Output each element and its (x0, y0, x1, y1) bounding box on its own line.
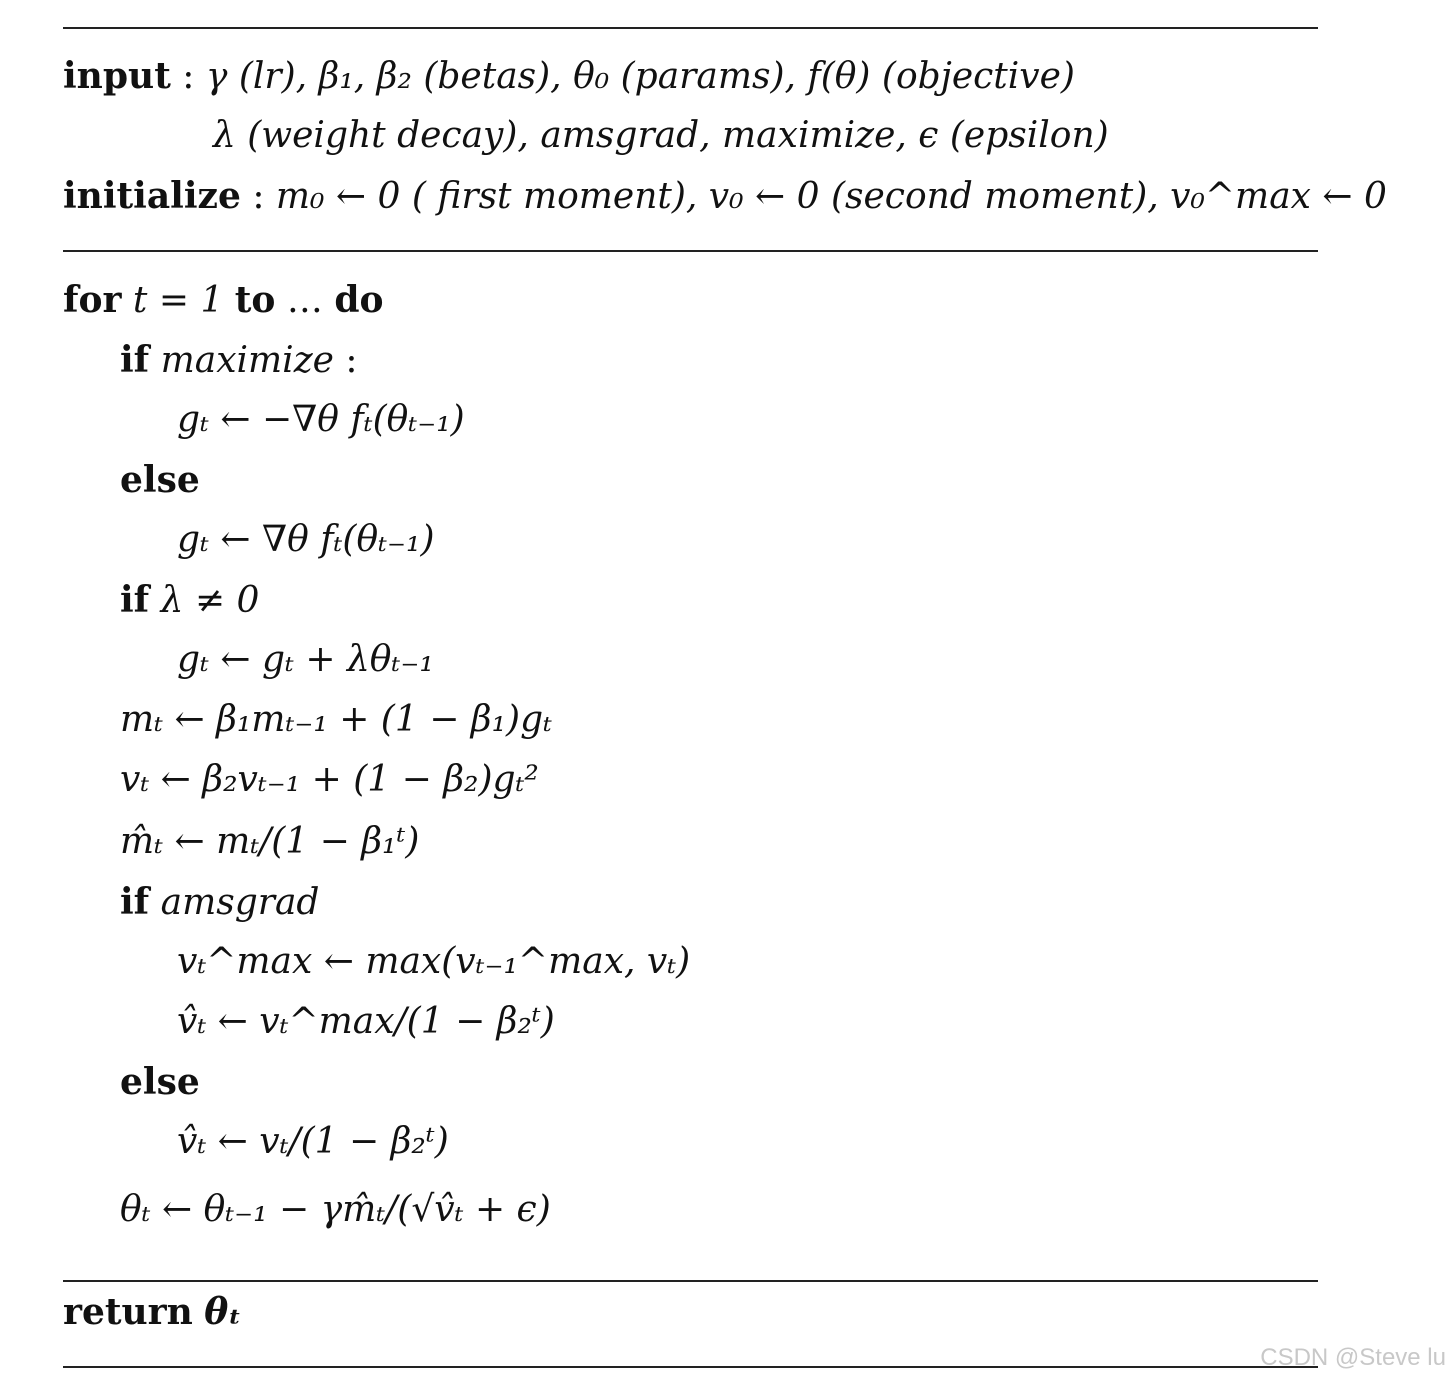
ellipsis: … (286, 280, 323, 321)
else-line-2 (120, 1061, 200, 1103)
initialize-label: initialize (63, 175, 241, 217)
bottom-rule (63, 1366, 1318, 1368)
weight-decay-line (177, 639, 434, 680)
maximize-cond: maximize (160, 340, 334, 381)
vhat-amsgrad-expr: v̂ₜ ← vₜ^max/(1 − β₂ᵗ) (177, 1001, 555, 1042)
vhat-plain-expr: v̂ₜ ← vₜ/(1 − β₂ᵗ) (177, 1121, 449, 1162)
vhat-plain-line (177, 1121, 449, 1162)
for-line (63, 279, 384, 321)
grad-pos-expr: gₜ ← ∇θ fₜ(θₜ₋₁) (177, 519, 435, 560)
return-keyword: return (63, 1291, 193, 1333)
for-expr: t = 1 (132, 280, 224, 321)
if-amsgrad-line (120, 881, 320, 923)
header-rule (63, 250, 1318, 252)
return-line (63, 1291, 242, 1333)
input-line-2 (213, 115, 1109, 156)
m-hat-expr: m̂ₜ ← mₜ/(1 − β₁ᵗ) (120, 821, 420, 862)
theta-update-expr: θₜ ← θₜ₋₁ − γm̂ₜ/(√v̂ₜ + ϵ) (120, 1189, 551, 1230)
if-maximize-line (120, 339, 358, 381)
second-moment-expr: vₜ ← β₂vₜ₋₁ + (1 − β₂)gₜ² (120, 759, 539, 800)
m-hat-line (120, 821, 420, 862)
first-moment-expr: mₜ ← β₁mₜ₋₁ + (1 − β₁)gₜ (120, 699, 553, 740)
amsgrad-cond: amsgrad (160, 882, 320, 923)
if-keyword: if (120, 579, 150, 621)
if-lambda-line (120, 579, 260, 621)
initialize-expr: m₀ ← 0 ( first moment), v₀ ← 0 (second moment), v₀^max ← 0 (275, 176, 1387, 217)
do-keyword: do (334, 279, 384, 321)
input-line-1: input : γ (lr), β₁, β₂ (betas), θ₀ (params), f(θ) (objective) (63, 55, 1075, 97)
input-label: input (63, 55, 171, 97)
input-params-2: λ (weight decay), amsgrad, maximize, ϵ (epsilon) (213, 115, 1109, 156)
return-expr: θₜ (204, 1291, 242, 1333)
for-keyword: for (63, 279, 122, 321)
else-keyword: else (120, 1061, 200, 1103)
grad-pos-line (177, 519, 435, 560)
body-rule (63, 1280, 1318, 1282)
initialize-line: initialize : m₀ ← 0 ( first moment), v₀ ← 0 (second moment), v₀^max ← 0 (63, 175, 1387, 217)
lambda-cond: λ ≠ 0 (160, 580, 260, 621)
vmax-line (177, 941, 691, 982)
else-line-1 (120, 459, 200, 501)
grad-neg-expr: gₜ ← −∇θ fₜ(θₜ₋₁) (177, 399, 465, 440)
if-keyword: if (120, 339, 150, 381)
colon: : (345, 340, 358, 381)
theta-update-line (120, 1189, 551, 1230)
top-rule (63, 27, 1318, 29)
else-keyword: else (120, 459, 200, 501)
first-moment-line (120, 699, 553, 740)
vhat-amsgrad-line (177, 1001, 555, 1042)
to-keyword: to (234, 279, 276, 321)
watermark: CSDN @Steve lu (1260, 1344, 1446, 1371)
weight-decay-expr: gₜ ← gₜ + λθₜ₋₁ (177, 639, 434, 680)
input-params: γ (lr), β₁, β₂ (betas), θ₀ (params), f(θ) (objective) (205, 56, 1075, 97)
vmax-expr: vₜ^max ← max(vₜ₋₁^max, vₜ) (177, 941, 691, 982)
second-moment-line (120, 759, 539, 800)
grad-neg-line (177, 399, 465, 440)
if-keyword: if (120, 881, 150, 923)
